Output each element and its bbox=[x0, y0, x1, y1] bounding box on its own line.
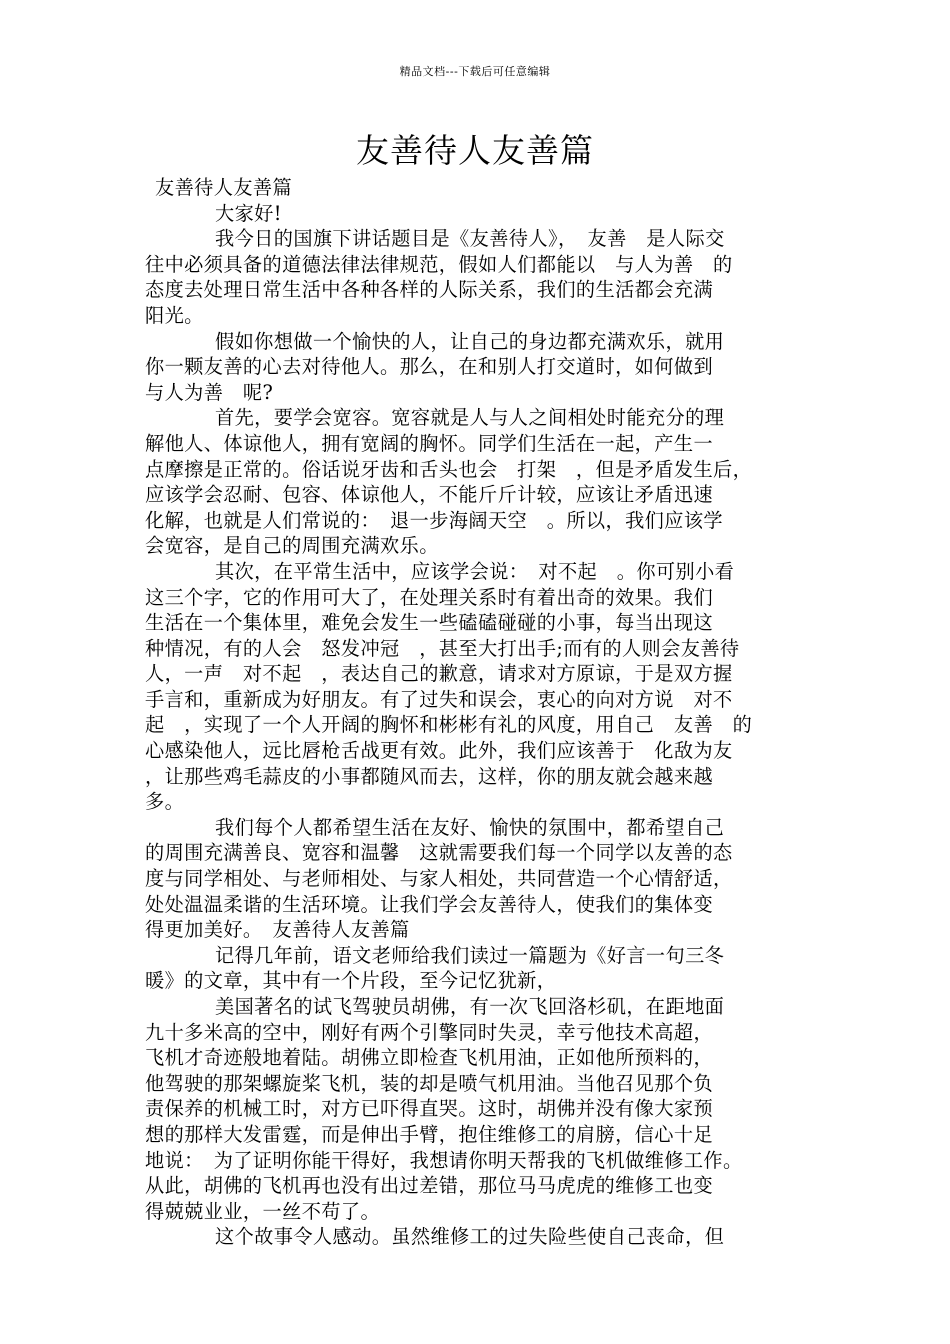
text-line: 生活在一个集体里，难免会发生一些磕磕碰碰的小事，每当出现这 bbox=[145, 611, 714, 635]
text-line: 他驾驶的那架螺旋桨飞机，装的却是喷气机用油。当他召见那个负 bbox=[145, 1071, 714, 1095]
text-line: 度与同学相处、与老师相处、与家人相处，共同营造一个心情舒适， bbox=[145, 867, 733, 891]
text-line: 地说： 为了证明你能干得好，我想请你明天帮我的飞机做维修工作。 bbox=[145, 1148, 743, 1172]
document-subtitle: 友善待人友善篇 bbox=[155, 176, 293, 199]
text-line: 应该学会忍耐、包容、体谅他人，不能斤斤计较，应该让矛盾迅速 bbox=[145, 483, 714, 507]
document-title: 友善待人友善篇 bbox=[356, 131, 594, 170]
text-line: 多。 bbox=[145, 790, 185, 814]
text-line: 得兢兢业业，一丝不苟了。 bbox=[145, 1199, 381, 1223]
text-line: 点摩擦是正常的。俗话说牙齿和舌头也会 打架 ，但是矛盾发生后， bbox=[145, 457, 753, 481]
text-line: 解他人、体谅他人，拥有宽阔的胸怀。同学们生活在一起，产生一 bbox=[145, 431, 714, 455]
text-line: 大家好! bbox=[215, 201, 282, 225]
text-line: 往中必须具备的道德法律法律规范，假如人们都能以 与人为善 的 bbox=[145, 252, 733, 276]
text-line: 从此，胡佛的飞机再也没有出过差错，那位马马虎虎的维修工也变 bbox=[145, 1174, 714, 1198]
text-line: 种情况，有的人会 怒发冲冠 ，甚至大打出手;而有的人则会友善待 bbox=[145, 636, 740, 660]
document-body bbox=[145, 175, 820, 1250]
text-line: 化解，也就是人们常说的： 退一步海阔天空 。所以，我们应该学 bbox=[145, 508, 724, 532]
text-line: 这个故事令人感动。虽然维修工的过失险些使自己丧命，但 bbox=[215, 1225, 725, 1249]
text-line: 责保养的机械工时，对方已吓得直哭。这时，胡佛并没有像大家预 bbox=[145, 1097, 714, 1121]
text-line: 你一颗友善的心去对待他人。那么，在和别人打交道时，如何做到 bbox=[145, 355, 714, 379]
text-line: 九十多米高的空中，刚好有两个引擎同时失灵，幸亏他技术高超， bbox=[145, 1020, 714, 1044]
text-line: 心感染他人，远比唇枪舌战更有效。此外，我们应该善于 化敌为友 bbox=[145, 739, 733, 763]
text-line: 会宽容，是自己的周围充满欢乐。 bbox=[145, 534, 439, 558]
text-line: 的周围充满善良、宽容和温馨 这就需要我们每一个同学以友善的态 bbox=[145, 841, 733, 865]
text-line: 记得几年前，语文老师给我们读过一篇题为《好言一句三冬 bbox=[215, 943, 725, 967]
text-line: 阳光。 bbox=[145, 303, 204, 327]
text-line: 手言和，重新成为好朋友。有了过失和误会，衷心的向对方说 对不 bbox=[145, 687, 733, 711]
text-line: 美国著名的试飞驾驶员胡佛，有一次飞回洛杉矶，在距地面 bbox=[215, 995, 725, 1018]
text-line: 我今日的国旗下讲话题目是《友善待人》， 友善 是人际交 bbox=[215, 227, 725, 251]
text-line: 起 ，实现了一个人开阔的胸怀和彬彬有礼的风度，用自己 友善 的 bbox=[145, 713, 753, 737]
text-line: ，让那些鸡毛蒜皮的小事都随风而去，这样，你的朋友就会越来越 bbox=[145, 764, 714, 788]
text-line: 这三个字，它的作用可大了，在处理关系时有着出奇的效果。我们 bbox=[145, 585, 714, 609]
text-line: 处处温温柔谐的生活环境。让我们学会友善待人，使我们的集体变 bbox=[145, 892, 714, 916]
text-line: 暖》的文章，其中有一个片段，至今记忆犹新， bbox=[145, 969, 557, 993]
text-line: 人，一声 对不起 ，表达自己的歉意，请求对方原谅，于是双方握 bbox=[145, 662, 733, 686]
text-line: 我们每个人都希望生活在友好、愉快的氛围中，都希望自己 bbox=[215, 815, 725, 839]
text-line: 得更加美好。 友善待人友善篇 bbox=[145, 918, 410, 942]
text-line: 首先，要学会宽容。宽容就是人与人之间相处时能充分的理 bbox=[215, 406, 725, 430]
text-line: 其次，在平常生活中，应该学会说： 对不起 。你可别小看 bbox=[215, 559, 735, 583]
text-line: 态度去处理日常生活中各种各样的人际关系，我们的生活都会充满 bbox=[145, 278, 714, 302]
text-line: 想的那样大发雷霆，而是伸出手臂，抱住维修工的肩膀，信心十足 bbox=[145, 1122, 714, 1146]
text-line: 飞机才奇迹般地着陆。胡佛立即检查飞机用油，正如他所预料的， bbox=[145, 1046, 714, 1070]
page-header: 精品文档---下载后可任意编辑 bbox=[399, 65, 551, 78]
text-line: 与人为善 呢? bbox=[145, 380, 274, 404]
text-line: 假如你想做一个愉快的人，让自己的身边都充满欢乐，就用 bbox=[215, 329, 725, 353]
